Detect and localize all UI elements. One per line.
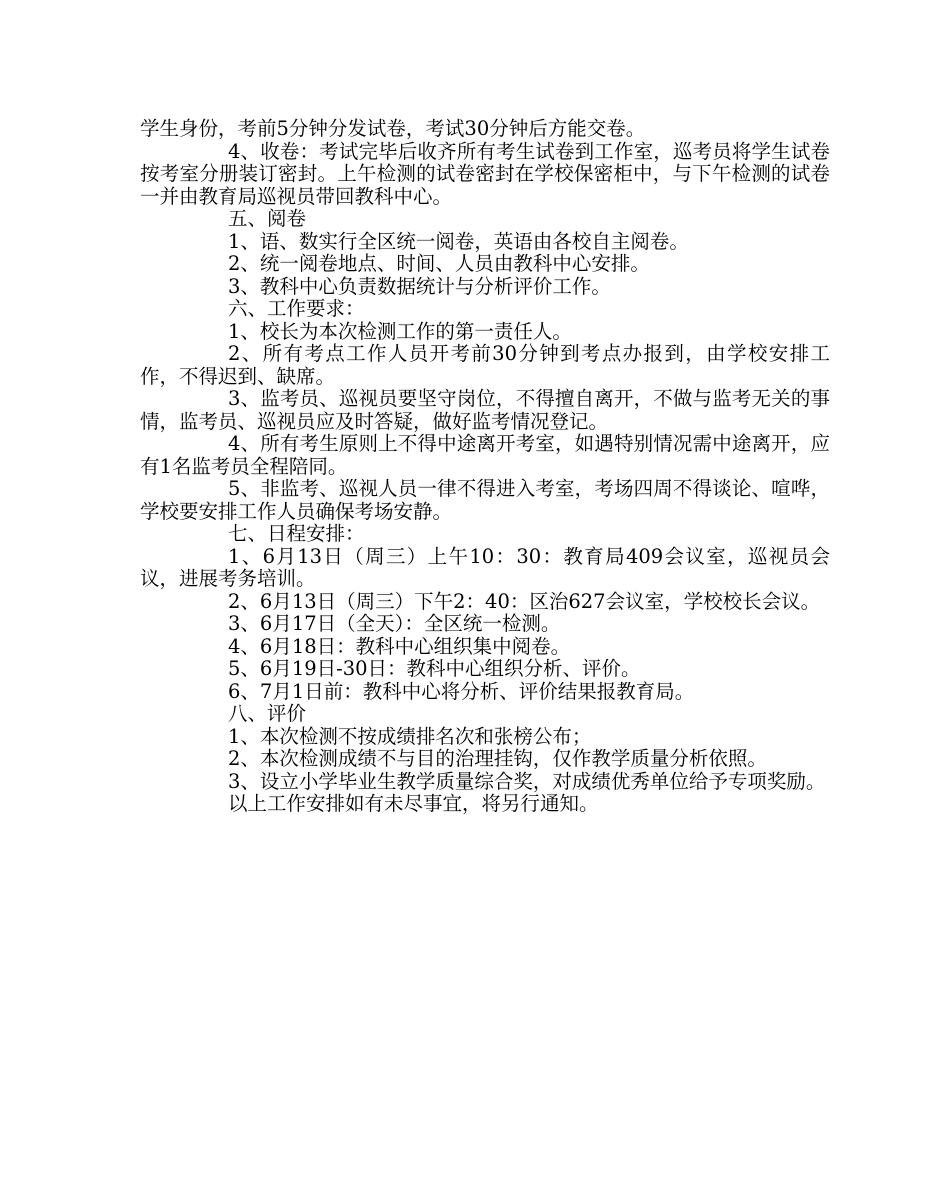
paragraph-schedule-6: 6、7月1日前：教科中心将分析、评价结果报教育局。 bbox=[228, 679, 695, 703]
paragraph-grading-3: 3、教科中心负责数据统计与分析评价工作。 bbox=[228, 274, 611, 298]
paragraph-requirement-4: 4、所有考生原则上不得中途离开考室，如遇特别情况需中途离开，应有1名监考员全程陪同。 bbox=[140, 432, 830, 478]
section-heading-evaluation: 八、评价 bbox=[228, 702, 307, 725]
section-heading-requirements: 六、工作要求： bbox=[228, 297, 365, 320]
section-heading-grading: 五、阅卷 bbox=[228, 207, 307, 230]
paragraph-grading-1: 1、语、数实行全区统一阅卷，英语由各校自主阅卷。 bbox=[228, 229, 689, 253]
paragraph-schedule-2: 2、6月13日（周三）下午2：40：区治627会议室，学校校长会议。 bbox=[228, 589, 821, 613]
paragraph-grading-2: 2、统一阅卷地点、时间、人员由教科中心安排。 bbox=[228, 252, 650, 275]
paragraph-closing-note: 以上工作安排如有未尽事宜，将另行通知。 bbox=[228, 792, 599, 815]
paragraph-evaluation-2: 2、本次检测成绩不与目的治理挂钩，仅作教学质量分析依照。 bbox=[228, 747, 767, 770]
paragraph-requirement-1: 1、校长为本次检测工作的第一责任人。 bbox=[228, 319, 572, 343]
paragraph-schedule-1: 1、6月13日（周三）上午10：30：教育局409会议室，巡视员会议，进展考务培训。 bbox=[140, 544, 830, 590]
paragraph-evaluation-3: 3、设立小学毕业生教学质量综合奖，对成绩优秀单位给予专项奖励。 bbox=[228, 769, 826, 793]
paragraph-schedule-4: 4、6月18日：教科中心组织集中阅卷。 bbox=[228, 634, 571, 658]
paragraph-collect-papers: 4、收卷：考试完毕后收齐所有考生试卷到工作室，巡考员将学生试卷按考室分册装订密封。上午检测的试卷密封在学校保密柜中，与下午检测的试卷一并由教育局巡视员带回教科中心。 bbox=[140, 139, 830, 208]
section-heading-schedule: 七、日程安排： bbox=[228, 522, 365, 545]
paragraph-exam-continuation: 学生身份，考前5分钟分发试卷，考试30分钟后方能交卷。 bbox=[140, 117, 646, 140]
document-body bbox=[140, 118, 830, 816]
paragraph-schedule-3: 3、6月17日（全天）：全区统一检测。 bbox=[228, 612, 561, 635]
paragraph-requirement-2: 2、所有考点工作人员开考前30分钟到考点办报到，由学校安排工作，不得迟到、缺席。 bbox=[140, 342, 830, 388]
paragraph-requirement-3: 3、监考员、巡视员要坚守岗位，不得擅自离开，不做与监考无关的事情，监考员、巡视员应及时答疑，做好监考情况登记。 bbox=[140, 387, 830, 433]
paragraph-requirement-5: 5、非监考、巡视人员一律不得进入考室，考场四周不得谈论、喧哗，学校要安排工作人员确保考场安静。 bbox=[140, 477, 830, 523]
paragraph-schedule-5: 5、6月19日-30日：教科中心组织分析、评价。 bbox=[228, 657, 641, 680]
paragraph-evaluation-1: 1、本次检测不按成绩排名次和张榜公布； bbox=[228, 724, 592, 748]
